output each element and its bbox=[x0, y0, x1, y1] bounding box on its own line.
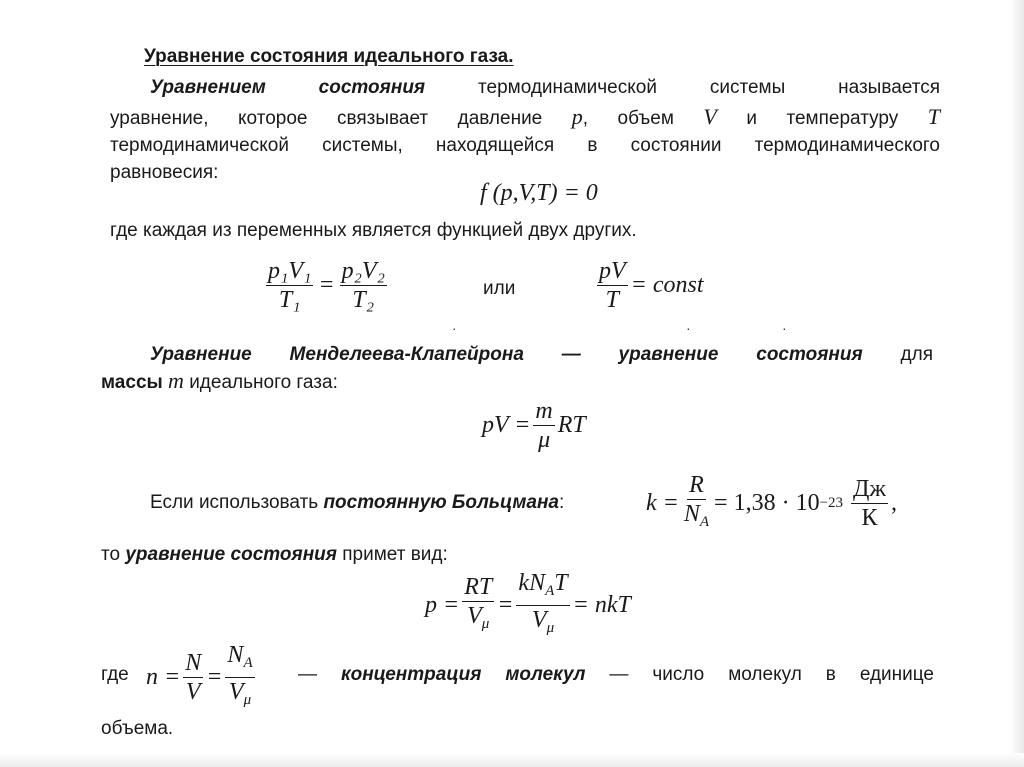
mendeleev-line-2 bbox=[101, 368, 338, 396]
var-m: m bbox=[168, 368, 184, 393]
each-variable-text: где каждая из переменных является функцией двух других. bbox=[110, 220, 637, 241]
term-mendeleev-clapeyron: Уравнение Менделеева-Клапейрона — уравнение состояния bbox=[150, 344, 863, 365]
n-lhs: n = bbox=[146, 664, 181, 690]
intro-line-1 bbox=[150, 75, 940, 101]
fraction-denominator: T₁ bbox=[278, 287, 301, 313]
fraction-numerator: m bbox=[535, 398, 553, 424]
fraction-numerator bbox=[225, 642, 254, 678]
boltzmann-text bbox=[150, 490, 564, 516]
den-base: V bbox=[467, 603, 482, 629]
fraction-denominator: V bbox=[185, 679, 201, 705]
then-prefix: то bbox=[101, 544, 121, 565]
mendeleev-gas: идеального газа: bbox=[189, 372, 338, 393]
fraction-na-vmu bbox=[225, 642, 254, 713]
fraction-n-v bbox=[183, 650, 203, 705]
fraction-rt-vmu bbox=[462, 574, 494, 637]
equation-state-function: f (p,V,T) = 0 bbox=[480, 180, 598, 206]
equation-mendeleev-clapeyron bbox=[482, 398, 586, 453]
scan-dot: · bbox=[686, 320, 691, 336]
intro-line-2-a: уравнение, которое связывает давление bbox=[110, 108, 543, 129]
eq-rhs: = nkT bbox=[572, 592, 631, 618]
mendeleev-line-1 bbox=[150, 342, 933, 368]
den-base: V bbox=[531, 607, 547, 633]
num-b: T bbox=[554, 570, 568, 596]
intro-line-2 bbox=[110, 104, 940, 132]
equals-sign: = bbox=[318, 272, 335, 298]
fraction-p2v2-t2 bbox=[340, 258, 387, 313]
den-sub: μ bbox=[243, 692, 252, 708]
fraction-denominator: T₂ bbox=[352, 287, 375, 313]
term-boltzmann-constant: постоянную Больцмана bbox=[323, 492, 559, 513]
fraction-denominator bbox=[465, 602, 491, 637]
fraction-denominator bbox=[682, 500, 711, 535]
unit-denominator: К bbox=[861, 505, 878, 531]
den-sub: A bbox=[699, 514, 710, 530]
concentration-rest: — число молекул в единице bbox=[609, 664, 935, 685]
equation-combined-gas-law bbox=[263, 258, 390, 313]
equation-concentration bbox=[146, 642, 258, 713]
intro-line-2-c: и температуру bbox=[746, 108, 899, 129]
page-title bbox=[130, 44, 514, 70]
var-T: T bbox=[927, 104, 941, 129]
fraction-denominator: T bbox=[605, 287, 620, 313]
then-text bbox=[101, 542, 448, 568]
intro-line-2-b: , объем bbox=[582, 108, 674, 129]
page-shadow-right bbox=[1010, 0, 1024, 767]
fraction-kna-t-vmu bbox=[516, 570, 569, 641]
intro-line-3-text: термодинамической системы, находящейся в состоянии термодинамического bbox=[110, 135, 940, 156]
boltzmann-value: = 1,38 · 10 bbox=[714, 490, 820, 516]
eq-p: p = bbox=[425, 592, 460, 618]
den-base: V bbox=[228, 679, 244, 705]
term-mass: массы bbox=[101, 372, 163, 393]
num-a: kN bbox=[518, 570, 546, 596]
equals-sign: = bbox=[497, 592, 514, 618]
page-title-text: Уравнение состояния идеального газа. bbox=[144, 46, 514, 67]
equation-boltzmann-constant bbox=[646, 472, 897, 535]
num-base: N bbox=[227, 642, 244, 668]
page-shadow-bottom bbox=[0, 753, 1024, 767]
var-p: p bbox=[571, 104, 583, 129]
unit-numerator: Дж bbox=[853, 476, 886, 502]
intro-line-1-rest: термодинамической системы называется bbox=[478, 77, 940, 98]
eq-lhs: pV = bbox=[482, 412, 531, 438]
k-lhs: k = bbox=[646, 490, 679, 516]
num-sub: A bbox=[545, 583, 555, 599]
fraction-numerator bbox=[516, 570, 569, 606]
fraction-numerator: RT bbox=[464, 574, 493, 600]
where-text: где bbox=[101, 664, 129, 685]
fraction-denominator bbox=[530, 606, 556, 641]
equation-final-state bbox=[425, 570, 631, 641]
fraction-numerator: R bbox=[689, 472, 704, 498]
boltzmann-comma: , bbox=[891, 490, 897, 516]
den-sub: μ bbox=[546, 620, 555, 636]
fraction-p1v1-t1 bbox=[266, 258, 313, 313]
term-molecule-concentration: концентрация молекул bbox=[340, 664, 586, 685]
intro-line-4: равновесия: bbox=[110, 162, 219, 183]
concentration-dash: — bbox=[298, 664, 317, 685]
intro-line-3 bbox=[110, 133, 940, 159]
num-sub: A bbox=[243, 655, 253, 671]
concentration-last-line: объема. bbox=[101, 718, 174, 739]
fraction-pv-t bbox=[597, 258, 628, 313]
den-base: N bbox=[683, 501, 700, 527]
equals-sign: = bbox=[206, 664, 223, 690]
boltzmann-colon: : bbox=[559, 492, 565, 513]
then-rest: примет вид: bbox=[342, 544, 448, 565]
fraction-numerator: p₁V₁ bbox=[268, 258, 312, 284]
fraction-denominator: μ bbox=[538, 427, 551, 453]
concentration-line bbox=[298, 662, 934, 688]
or-text: или bbox=[483, 278, 516, 299]
fraction-unit bbox=[851, 476, 888, 531]
scan-dot: · bbox=[452, 320, 457, 336]
const-rhs: = const bbox=[630, 272, 704, 298]
scan-dot: · bbox=[782, 320, 787, 336]
term-equation-of-state: Уравнением состояния bbox=[150, 77, 426, 98]
fraction-numerator: p₂V₂ bbox=[341, 258, 385, 284]
den-sub: μ bbox=[481, 616, 490, 632]
fraction-denominator bbox=[227, 678, 253, 713]
var-V: V bbox=[703, 104, 717, 129]
fraction-m-mu bbox=[533, 398, 554, 453]
equation-pv-over-t-const bbox=[594, 258, 704, 313]
boltzmann-prefix: Если использовать bbox=[150, 492, 319, 513]
fraction-numerator: N bbox=[185, 650, 202, 676]
fraction-numerator: pV bbox=[599, 258, 626, 284]
fraction-r-na bbox=[682, 472, 711, 535]
eq-rhs: RT bbox=[557, 412, 586, 438]
term-equation-of-state-2: уравнение состояния bbox=[125, 544, 337, 565]
boltzmann-exponent: −23 bbox=[819, 495, 844, 511]
mendeleev-for: для bbox=[900, 344, 934, 365]
